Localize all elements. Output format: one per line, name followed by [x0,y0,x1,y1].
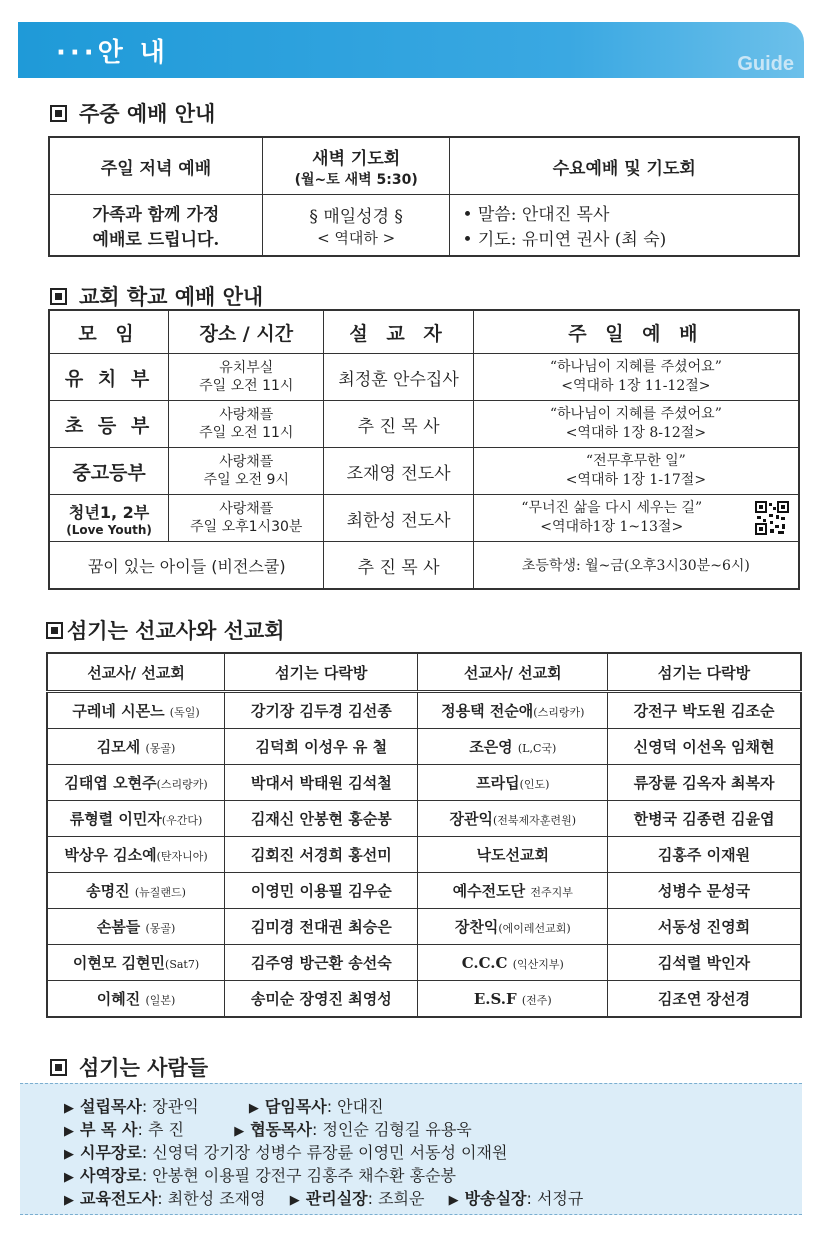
missionary-cell: 예수전도단 전주지부 [418,873,608,909]
preacher: 추 진 목 사 [324,401,473,448]
missionary-cell: 이혜진 (일본) [47,981,225,1018]
triangle-right-icon: ▶ [234,1124,245,1139]
weekly-col3-header: 수요예배 및 기도회 [450,137,799,195]
darakbang-cell: 박대서 박태원 김석철 [225,765,418,801]
section-school-title: 교회 학교 예배 안내 [50,281,263,311]
triangle-right-icon: ▶ [448,1193,459,1208]
sermon: “무너진 삶을 다시 세우는 길” <역대하1장 1~13절> [473,495,799,542]
missionary-cell: 김태엽 오현주(스리랑카) [47,765,225,801]
mission-header-darakbang: 섬기는 다락방 [225,653,418,692]
table-row [47,909,801,945]
triangle-right-icon: ▶ [64,1170,74,1185]
preacher: 추 진 목 사 [324,542,473,590]
table-row [47,692,801,729]
weekly-col1-cell: 가족과 함께 가정 예배로 드립니다. [49,195,262,257]
missionary-cell: 구레네 시몬느 (독일) [47,692,225,729]
missionary-cell: 이현모 김현민(Sat7) [47,945,225,981]
missionary-cell: 송명진 (뉴질랜드) [47,873,225,909]
school-header-preacher: 설 교 자 [324,310,473,354]
vision-school-schedule: 초등학생: 월~금(오후3시30분~6시) [473,542,799,590]
missionary-cell: 박상우 김소예(탄자니아) [47,837,225,873]
missionary-cell: 류형렬 이민자(우간다) [47,801,225,837]
weekly-col3-cell: • 말씀: 안대진 목사 • 기도: 유미연 권사 (최 숙) [450,195,799,257]
weekly-col2-header: 새벽 기도회 (월~토 새벽 5:30) [262,137,450,195]
group-name: 중고등부 [49,448,169,495]
preacher: 최한성 전도사 [324,495,473,542]
table-row [47,981,801,1018]
section-weekly-title: 주중 예배 안내 [50,98,215,128]
missionary-table [46,652,802,1018]
sermon: “하나님이 지혜를 주셨어요” <역대하 1장 11-12절> [473,354,799,401]
people-box [20,1083,802,1215]
darakbang-cell: 송미순 장영진 최영성 [225,981,418,1018]
darakbang-cell: 김덕희 이성우 유 철 [225,729,418,765]
school-worship-table [48,309,800,590]
people-row: ▶ 교육전도사: 최한성 조재영 ▶ 관리실장: 조희운 ▶ 방송실장: 서정규 [64,1189,584,1208]
darakbang-cell: 성병수 문성국 [608,873,801,909]
table-row [49,401,799,448]
school-header-sermon: 주 일 예 배 [473,310,799,354]
preacher: 조재영 전도사 [324,448,473,495]
table-row [49,542,799,590]
people-row: ▶ 시무장로: 신영덕 강기장 성병수 류장륜 이영민 서동성 이재원 [64,1143,508,1162]
school-header-group: 모 임 [49,310,169,354]
darakbang-cell: 서동성 진영희 [608,909,801,945]
school-header-location: 장소 / 시간 [169,310,324,354]
section-people-title: 섬기는 사람들 [50,1052,208,1082]
header-banner [18,22,804,78]
darakbang-cell: 김재신 안봉현 홍순봉 [225,801,418,837]
sermon: “전무후무한 일” <역대하 1장 1-17절> [473,448,799,495]
triangle-right-icon: ▶ [64,1147,74,1162]
header-subtitle: Guide [737,53,794,75]
square-bullet-icon [50,1059,67,1076]
sermon: “하나님이 지혜를 주셨어요” <역대하 1장 8-12절> [473,401,799,448]
missionary-cell: 정용택 전순애(스리랑카) [418,692,608,729]
location-time: 사랑채플 주일 오후1시30분 [169,495,324,542]
qr-code-icon[interactable] [754,500,790,536]
darakbang-cell: 김미경 전대권 최승은 [225,909,418,945]
people-row: ▶ 사역장로: 안봉현 이용필 강전구 김홍주 채수환 홍순봉 [64,1166,456,1185]
mission-header-missionary-2: 선교사/ 선교회 [418,653,608,692]
vision-school-group: 꿈이 있는 아이들 (비전스쿨) [49,542,324,590]
weekly-worship-table [48,136,800,257]
location-time: 사랑채플 주일 오전 11시 [169,401,324,448]
square-bullet-icon [46,622,63,639]
group-name: 청년1, 2부 (Love Youth) [49,495,169,542]
triangle-right-icon: ▶ [64,1101,74,1116]
darakbang-cell: 강기장 김두경 김선종 [225,692,418,729]
missionary-cell: 조은영 (L,C국) [418,729,608,765]
mission-header-darakbang-2: 섬기는 다락방 [608,653,801,692]
missionary-cell: 김모세 (몽골) [47,729,225,765]
table-row [47,729,801,765]
darakbang-cell: 류장륜 김옥자 최복자 [608,765,801,801]
group-name: 유 치 부 [49,354,169,401]
darakbang-cell: 김석렬 박인자 [608,945,801,981]
darakbang-cell: 김주영 방근환 송선숙 [225,945,418,981]
weekly-col2-cell: § 매일성경 § < 역대하 > [262,195,450,257]
darakbang-cell: 신영덕 이선옥 임채현 [608,729,801,765]
table-row [47,837,801,873]
triangle-right-icon: ▶ [64,1124,74,1139]
square-bullet-icon [50,105,67,122]
missionary-cell: 낙도선교회 [418,837,608,873]
missionary-cell: 장찬익(에이레선교회) [418,909,608,945]
missionary-cell: 프라딥(인도) [418,765,608,801]
group-name: 초 등 부 [49,401,169,448]
location-time: 유치부실 주일 오전 11시 [169,354,324,401]
darakbang-cell: 김회진 서경희 홍선미 [225,837,418,873]
darakbang-cell: 강전구 박도원 김조순 [608,692,801,729]
location-time: 사랑채플 주일 오전 9시 [169,448,324,495]
preacher: 최정훈 안수집사 [324,354,473,401]
table-row [47,801,801,837]
table-row [47,873,801,909]
triangle-right-icon: ▶ [248,1101,259,1116]
table-row [49,448,799,495]
table-row [47,945,801,981]
section-mission-title: 섬기는 선교사와 선교회 [46,615,284,645]
triangle-right-icon: ▶ [289,1193,300,1208]
people-row: ▶ 설립목사: 장관익 ▶ 담임목사: 안대진 [64,1097,384,1116]
mission-header-missionary: 선교사/ 선교회 [47,653,225,692]
table-row [49,495,799,542]
missionary-cell: 손봄들 (몽골) [47,909,225,945]
triangle-right-icon: ▶ [64,1193,74,1208]
people-row: ▶ 부 목 사: 추 진 ▶ 협동목사: 정인순 김형길 유용욱 [64,1120,472,1139]
header-title: ···안 내 [56,38,169,68]
missionary-cell: E.S.F (전주) [418,981,608,1018]
darakbang-cell: 김조연 장선경 [608,981,801,1018]
square-bullet-icon [50,288,67,305]
weekly-col1-header: 주일 저녁 예배 [49,137,262,195]
table-row [47,765,801,801]
darakbang-cell: 김홍주 이재원 [608,837,801,873]
missionary-cell: 장관익(전북제자훈련원) [418,801,608,837]
missionary-cell: C.C.C (익산지부) [418,945,608,981]
darakbang-cell: 이영민 이용필 김우순 [225,873,418,909]
table-row [49,354,799,401]
darakbang-cell: 한병국 김종련 김윤엽 [608,801,801,837]
